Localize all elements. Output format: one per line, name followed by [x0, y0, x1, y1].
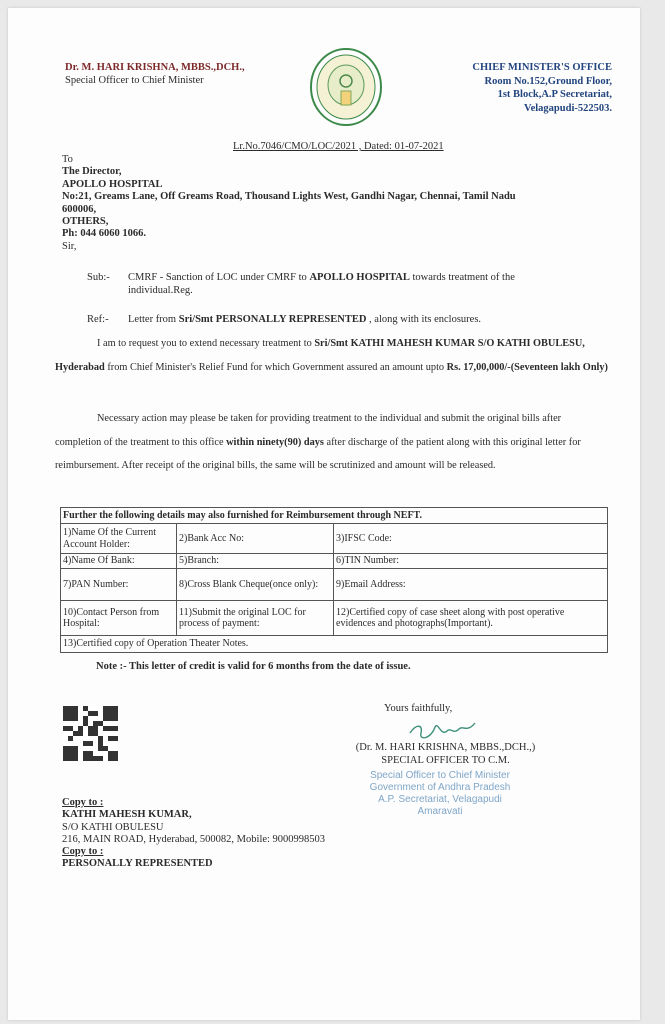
- copy-recipient-line: S/O KATHI OBULESU: [62, 821, 164, 833]
- office-address: [472, 61, 612, 115]
- subject-part: towards treatment of the: [409, 272, 515, 283]
- table-row: [61, 554, 608, 569]
- reference-number-text: Lr.No.7046/CMO/LOC/2021 , Dated: 01-07-2021: [233, 141, 444, 152]
- signatory-name: (Dr. M. HARI KRISHNA, MBBS.,DCH.,): [355, 742, 536, 753]
- qr-code-icon: [63, 706, 118, 761]
- official-stamp: [360, 770, 520, 818]
- stamp-line: A.P. Secretariat, Velagapudi: [378, 794, 502, 805]
- copy-to-block: [62, 797, 325, 871]
- ref-part: Letter from: [128, 314, 179, 325]
- table-cell: 9)Email Address:: [334, 569, 608, 601]
- closing: Yours faithfully,: [384, 703, 453, 714]
- address-line: 600006,: [62, 203, 97, 215]
- table-cell: 3)IFSC Code:: [334, 524, 608, 554]
- subject-label: Sub:-: [87, 272, 110, 283]
- copy-recipient-name: KATHI MAHESH KUMAR,: [62, 809, 192, 821]
- state-emblem-icon: [308, 47, 384, 129]
- table-row: [61, 601, 608, 636]
- table-cell: 6)TIN Number:: [334, 554, 608, 569]
- request-paragraph: [55, 332, 608, 379]
- table-cell: 2)Bank Acc No:: [177, 524, 334, 554]
- sender-name: Dr. M. HARI KRISHNA, MBBS.,DCH.,: [65, 62, 245, 73]
- neft-details-table: [60, 507, 608, 653]
- address-line: OTHERS,: [62, 216, 109, 228]
- stamp-line: Amaravati: [417, 806, 463, 817]
- ref-text: [128, 314, 481, 327]
- office-room: Room No.152,Ground Floor,: [484, 75, 612, 87]
- subject-hospital: APOLLO HOSPITAL: [309, 272, 410, 283]
- action-paragraph: [55, 407, 608, 478]
- copy-recipient-name: PERSONALLY REPRESENTED: [62, 858, 213, 870]
- para-part: Necessary action may please be taken for providing treatment to the individual and submit the original bills after completion of the treatment to this office: [55, 413, 562, 448]
- address-line: No:21, Greams Lane, Off Greams Road, Thousand Lights West, Gandhi Nagar, Chennai, Tamil Nadu: [62, 191, 516, 203]
- office-block: 1st Block,A.P Secretariat,: [497, 89, 612, 100]
- address-line: Ph: 044 6060 1066.: [62, 228, 146, 240]
- table-title: Further the following details may also furnished for Reimbursement through NEFT.: [61, 508, 608, 524]
- table-cell: 12)Certified copy of case sheet along with post operative evidences and photographs(Important).: [334, 601, 608, 636]
- deadline: within ninety(90) days: [226, 436, 324, 448]
- address-to: To: [62, 154, 73, 165]
- reference-number: [233, 141, 444, 154]
- copy-to-label: Copy to :: [62, 846, 104, 858]
- table-cell: 7)PAN Number:: [61, 569, 177, 601]
- table-cell: 8)Cross Blank Cheque(once only):: [177, 569, 334, 601]
- recipient-address: [62, 154, 516, 253]
- validity-note: Note :- This letter of credit is valid for 6 months from the date of issue.: [96, 661, 411, 672]
- address-line: The Director,: [62, 166, 122, 178]
- ref-part: , along with its enclosures.: [366, 314, 482, 325]
- copy-recipient-address: 216, MAIN ROAD, Hyderabad, 500082, Mobile: 9000998503: [62, 833, 326, 845]
- table-row: [61, 569, 608, 601]
- table-cell: 4)Name Of Bank:: [61, 554, 177, 569]
- stamp-line: Special Officer to Chief Minister: [370, 770, 510, 781]
- table-cell: 1)Name Of the Current Account Holder:: [61, 524, 177, 554]
- sanctioned-amount: Rs. 17,00,000/-(Seventeen lakh Only): [446, 361, 608, 373]
- stamp-line: Government of Andhra Pradesh: [369, 782, 511, 793]
- patient-name: Sri/Smt KATHI MAHESH KUMAR S/O KATHI OBULESU, Hyderabad: [55, 338, 585, 373]
- subject-text: [128, 272, 515, 297]
- copy-to-label: Copy to :: [62, 797, 104, 808]
- para-part: I am to request you to extend necessary treatment to: [97, 338, 315, 349]
- signatory-designation: SPECIAL OFFICER TO C.M.: [381, 755, 510, 766]
- table-cell: 10)Contact Person from Hospital:: [61, 601, 177, 636]
- table-last-row: 13)Certified copy of Operation Theater Notes.: [61, 636, 608, 653]
- table-cell: 5)Branch:: [177, 554, 334, 569]
- subject-part: individual.Reg.: [128, 284, 193, 296]
- para-part: from Chief Minister's Relief Fund for which Government assured an amount upto: [104, 361, 447, 373]
- address-line: APOLLO HOSPITAL: [62, 178, 163, 190]
- signature-icon: [405, 717, 485, 745]
- office-city: Velagapudi-522503.: [523, 102, 612, 114]
- subject-part: CMRF - Sanction of LOC under CMRF to: [128, 272, 310, 283]
- sender-title: Special Officer to Chief Minister: [65, 75, 204, 86]
- para-part: after discharge of the patient along with this original letter for reimbursement. After receipt of the original bills, the same will be scrutinized and amount will be released.: [55, 436, 581, 471]
- ref-party: Sri/Smt PERSONALLY REPRESENTED: [178, 314, 367, 325]
- salutation: Sir,: [62, 240, 77, 252]
- table-cell: 11)Submit the original LOC for process of payment:: [177, 601, 334, 636]
- table-row: [61, 524, 608, 554]
- ref-label: Ref:-: [87, 314, 109, 325]
- office-name: CHIEF MINISTER'S OFFICE: [472, 62, 612, 73]
